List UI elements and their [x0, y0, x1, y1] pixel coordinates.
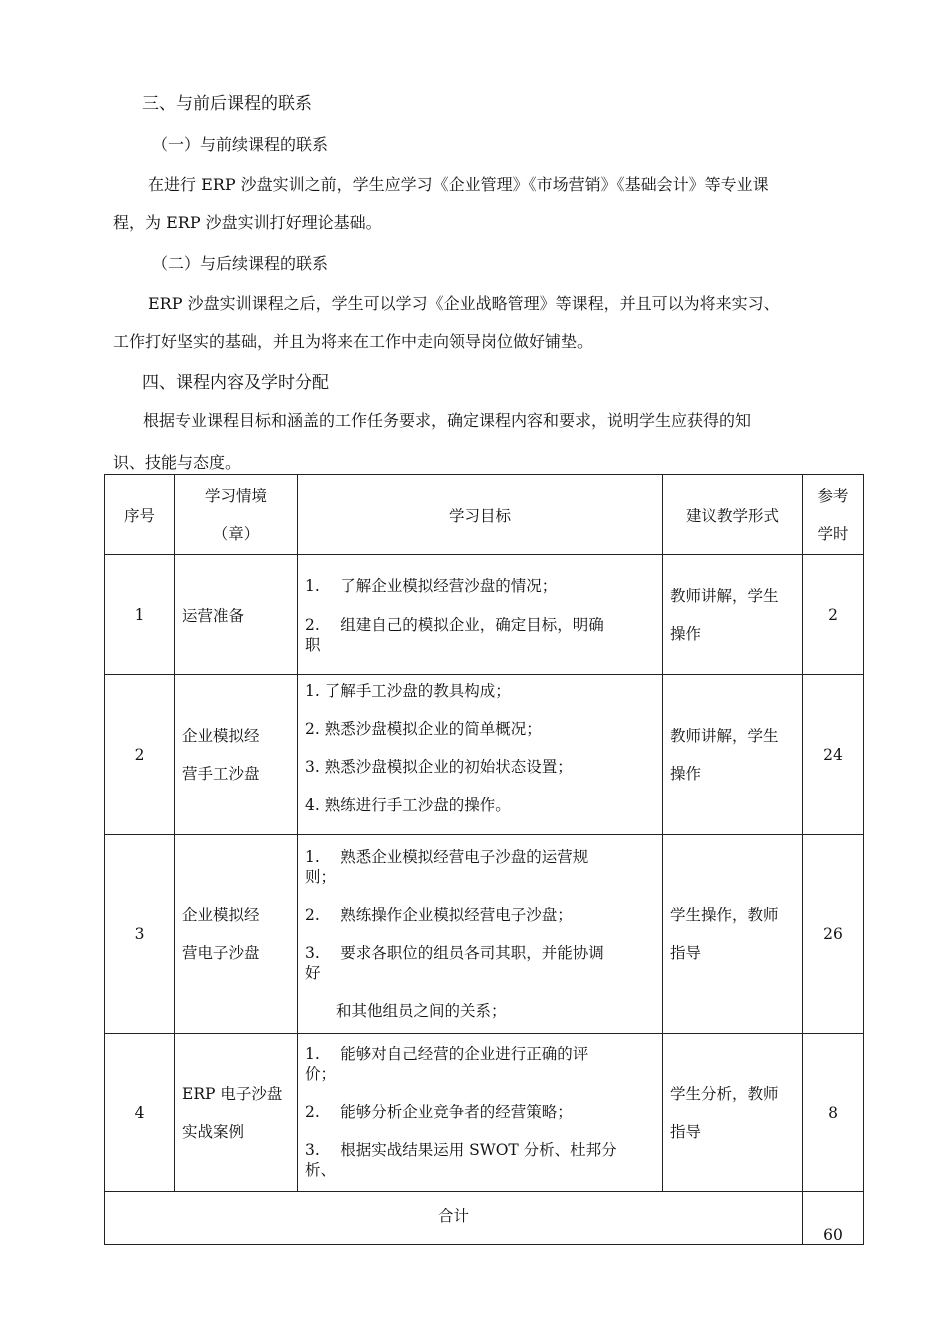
table-row	[105, 1034, 864, 1192]
row-hours: 8	[803, 1034, 864, 1192]
section4-title: 四、课程内容及学时分配	[142, 373, 329, 393]
goal-item: 1. 了解手工沙盘的教具构成；	[305, 682, 511, 700]
row-situation	[175, 1034, 298, 1192]
table-row	[105, 555, 864, 675]
row-form	[663, 675, 803, 835]
section3-p1-line1: 在进行 ERP 沙盘实训之前，学生应学习《企业管理》《市场营销》《基础会计》等专业课	[148, 175, 769, 194]
row-goals	[298, 835, 663, 1034]
goal-item: 价；	[305, 1065, 337, 1083]
header-hours-l2: 学时	[817, 524, 849, 543]
goal-item: 2. 熟练操作企业模拟经营电子沙盘；	[305, 906, 573, 924]
row-situation	[175, 835, 298, 1034]
header-situation	[175, 475, 298, 555]
goal-item: 和其他组员之间的关系；	[305, 1002, 507, 1020]
goal-item: 1. 熟悉企业模拟经营电子沙盘的运营规	[305, 848, 589, 866]
row-goals	[298, 555, 663, 675]
header-form: 建议教学形式	[663, 475, 803, 555]
course-content-table	[104, 474, 864, 1245]
row-form-l1: 学生分析，教师	[670, 1084, 779, 1103]
goal-item: 2. 组建自己的模拟企业，确定目标，明确	[305, 616, 604, 634]
row-situation-l2: 营电子沙盘	[182, 944, 260, 962]
header-hours-l1: 参考	[817, 486, 849, 505]
goal-item: 1. 了解企业模拟经营沙盘的情况；	[305, 577, 558, 595]
row-form	[663, 1034, 803, 1192]
section4-p-line1: 根据专业课程目标和涵盖的工作任务要求，确定课程内容和要求，说明学生应获得的知	[143, 411, 752, 430]
goal-item: 4. 熟练进行手工沙盘的操作。	[305, 796, 511, 814]
section3-p2-line2: 工作打好坚实的基础，并且为将来在工作中走向领导岗位做好铺垫。	[113, 332, 594, 351]
row-situation-l1: 企业模拟经	[182, 726, 260, 745]
goal-item: 1. 能够对自己经营的企业进行正确的评	[305, 1045, 589, 1063]
total-label: 合计	[105, 1192, 803, 1245]
goal-item: 职	[305, 636, 321, 654]
row-situation-l1: 运营准备	[182, 606, 245, 625]
row-form	[663, 555, 803, 675]
row-form-l2: 操作	[670, 764, 702, 783]
row-situation-l2: 实战案例	[182, 1122, 245, 1141]
section3-sub1: （一）与前续课程的联系	[152, 135, 329, 154]
row-hours: 24	[803, 675, 864, 835]
row-no: 4	[105, 1034, 175, 1192]
header-hours	[803, 475, 864, 555]
row-goals	[298, 675, 663, 835]
row-no: 2	[105, 675, 175, 835]
goal-item: 3. 熟悉沙盘模拟企业的初始状态设置；	[305, 758, 573, 776]
row-situation	[175, 675, 298, 835]
total-hours: 60	[803, 1192, 864, 1245]
section4-p-line2: 识、技能与态度。	[113, 453, 242, 472]
section3-p1-line2: 程，为 ERP 沙盘实训打好理论基础。	[113, 213, 382, 232]
row-form-l1: 学生操作，教师	[670, 906, 779, 924]
goal-item: 好	[305, 964, 321, 982]
row-situation-l1: ERP 电子沙盘	[182, 1084, 283, 1103]
header-goal: 学习目标	[298, 475, 663, 555]
row-situation	[175, 555, 298, 675]
goal-item: 析、	[305, 1161, 337, 1179]
row-form	[663, 835, 803, 1034]
row-situation-l1: 企业模拟经	[182, 906, 260, 924]
table-total-row	[105, 1192, 864, 1245]
row-form-l2: 指导	[670, 944, 702, 962]
goal-item: 3. 根据实战结果运用 SWOT 分析、杜邦分	[305, 1141, 617, 1159]
goal-item: 2. 能够分析企业竞争者的经营策略；	[305, 1103, 573, 1121]
row-form-l1: 教师讲解，学生	[670, 726, 779, 745]
section3-p2-line1: ERP 沙盘实训课程之后，学生可以学习《企业战略管理》等课程，并且可以为将来实习、	[148, 294, 780, 313]
row-form-l1: 教师讲解，学生	[670, 586, 779, 605]
row-hours: 26	[803, 835, 864, 1034]
table-row	[105, 675, 864, 835]
row-no: 3	[105, 835, 175, 1034]
row-form-l2: 操作	[670, 624, 702, 643]
goal-item: 3. 要求各职位的组员各司其职，并能协调	[305, 944, 604, 962]
goal-item: 则；	[305, 868, 337, 886]
goal-item: 2. 熟悉沙盘模拟企业的简单概况；	[305, 720, 542, 738]
row-situation-l2: 营手工沙盘	[182, 764, 260, 783]
row-goals	[298, 1034, 663, 1192]
row-no: 1	[105, 555, 175, 675]
section3-sub2: （二）与后续课程的联系	[152, 254, 329, 273]
table-header-row	[105, 475, 864, 555]
table-row	[105, 835, 864, 1034]
row-hours: 2	[803, 555, 864, 675]
header-situation-l2: （章）	[212, 524, 260, 543]
header-no: 序号	[105, 475, 175, 555]
section3-title: 三、与前后课程的联系	[142, 94, 312, 114]
row-form-l2: 指导	[670, 1122, 702, 1141]
header-situation-l1: 学习情境	[204, 486, 267, 505]
